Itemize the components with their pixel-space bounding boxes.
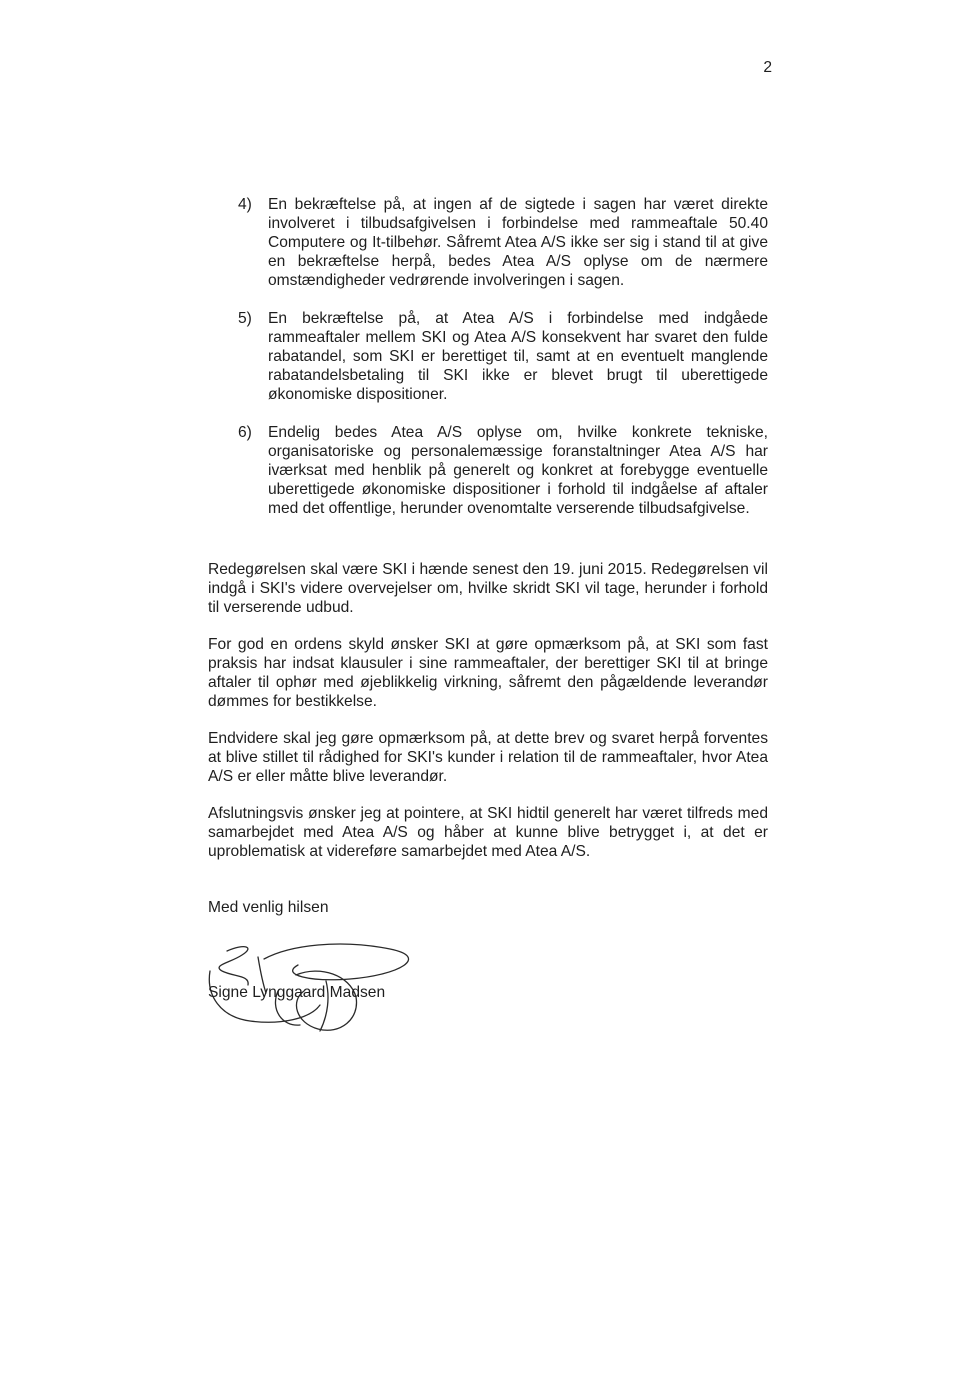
paragraph-conclusion: Afslutningsvis ønsker jeg at pointere, at SKI hidtil generelt har været tilfreds med samarbejdet med Atea A/S og håber at kunne blive betrygget i, at det er uproblematisk at videreføre samarbejdet med Atea A/S.: [208, 805, 768, 860]
list-item-text: En bekræftelse på, at ingen af de sigtede i sagen har været direkte involveret i tilbudsafgivelsen i forbindelse med rammeaftale 50.40 Computere og It-tilbehør. Såfremt Atea A/S ikke ser sig i stand til at give en bekræftelse herpå, bedes Atea A/S oplyse om de nærmere omstændigheder vedrørende involveringen i sagen.: [268, 196, 768, 289]
list-item: [230, 423, 768, 518]
list-item-text: Endelig bedes Atea A/S oplyse om, hvilke konkrete tekniske, organisatoriske og personalemæssige foranstaltninger Atea A/S har iværksat med henblik på generelt og konkret at forebygge eventuelle uberettigede økonomiske dispositioner i forhold til indgåelse af aftaler med det offentlige, herunder ovenomtalte verserende tilbudsafgivelse.: [268, 424, 768, 517]
closing-salutation: Med venlig hilsen: [208, 899, 329, 916]
paragraph-termination-clause: For god en ordens skyld ønsker SKI at gøre opmærksom på, at SKI som fast praksis har indsat klausuler i sine rammeaftaler, der berettiger SKI til at bringe aftaler til ophør med øjeblikkelig virkning, såfremt den pågældende leverandør dømmes for bestikkelse.: [208, 636, 768, 710]
paragraph-disclosure: Endvidere skal jeg gøre opmærksom på, at dette brev og svaret herpå forventes at blive stillet til rådighed for SKI's kunder i relation til de rammeaftaler, hvor Atea A/S er eller måtte blive leverandør.: [208, 730, 768, 785]
list-item-text: En bekræftelse på, at Atea A/S i forbindelse med indgåede rammeaftaler mellem SKI og Atea A/S konsekvent har svaret den fulde rabatandel, som SKI er berettiget til, samt at en eventuelt manglende rabatandelsbetaling til SKI ikke er blevet brugt til uberettigede økonomiske dispositioner.: [268, 310, 768, 403]
numbered-list: [230, 195, 768, 537]
paragraph-deadline: Redegørelsen skal være SKI i hænde senest den 19. juni 2015. Redegørelsen vil indgå i SKI's videre overvejelser om, hvilke skridt SKI vil tage, herunder i forhold til verserende udbud.: [208, 561, 768, 616]
list-item-number: 5): [238, 310, 252, 327]
signer-name: Signe Lynggaard Madsen: [208, 984, 386, 1001]
signature-block: [200, 935, 440, 1045]
list-item: [230, 195, 768, 290]
list-item-number: 4): [238, 196, 252, 213]
page-number: 2: [763, 59, 772, 76]
list-item: [230, 309, 768, 404]
list-item-number: 6): [238, 424, 252, 441]
